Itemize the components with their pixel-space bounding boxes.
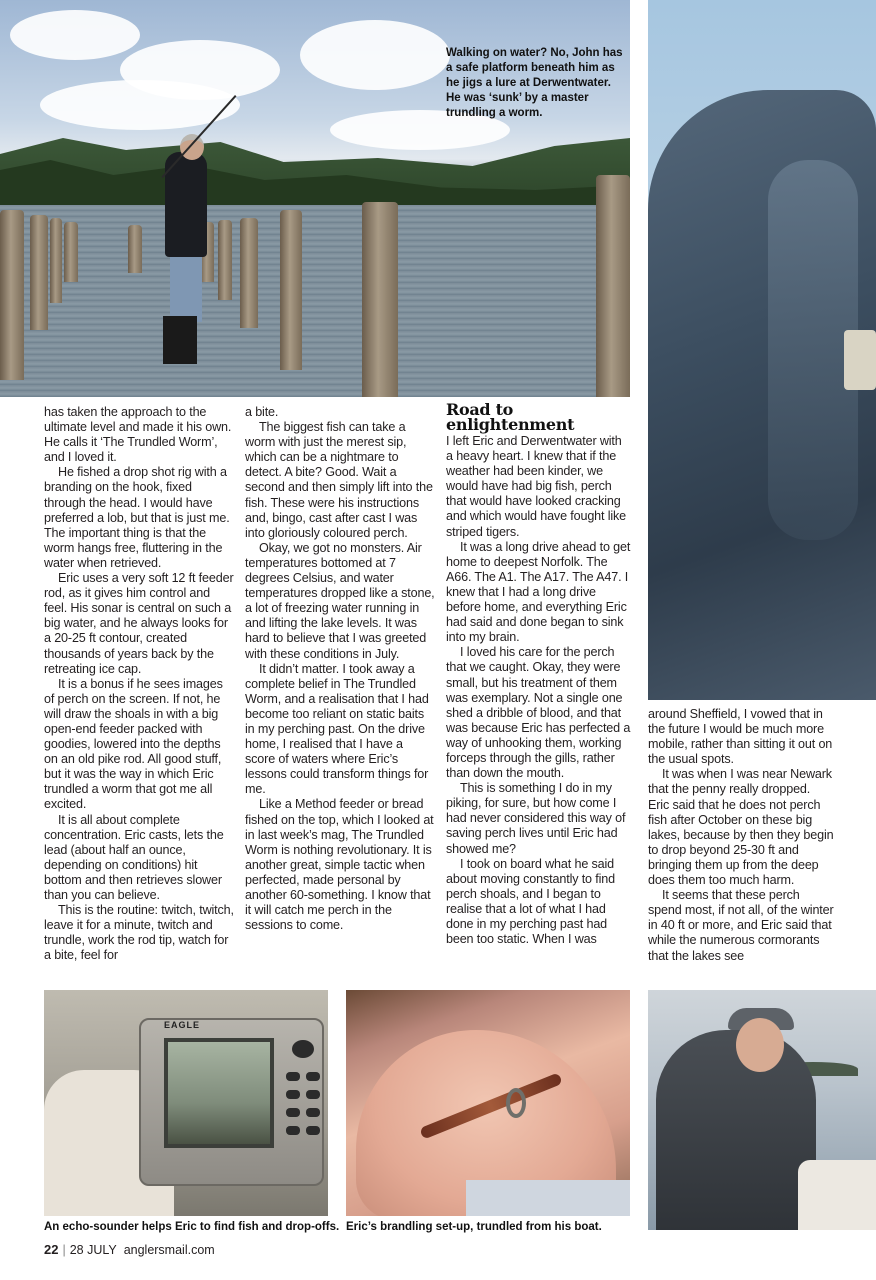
top-photo-caption: Walking on water? No, John has a safe platform beneath him as he jigs a lure at Derwentwater. He was ‘sunk’ by a master trundling a worm. bbox=[446, 47, 623, 119]
paragraph: He fished a drop shot rig with a branding on the hook, fixed through the head. I would have preferred a lob, but that is just me. The important thing is that the worm hangs free, fluttering in the water when retrieved. bbox=[44, 465, 230, 570]
paragraph: The biggest fish can take a worm with just the merest sip, which can be a nightmare to detect. A bite? Good. Wait a second and then simply lift into the fish. These were his instructions and, bingo, cast after cast I was into gloriously coloured perch. bbox=[245, 420, 433, 540]
paragraph: I left Eric and Derwentwater with a heavy heart. I knew that if the weather had been kinder, we would have had big fish, perch that would have looked cracking and which would have fought like striped tigers. bbox=[446, 434, 627, 539]
page-footer: 22 | 28 JULY anglersmail.com bbox=[44, 1242, 215, 1257]
worm-caption: Eric’s brandling set-up, trundled from his boat. bbox=[346, 1221, 602, 1233]
page-number: 22 bbox=[44, 1242, 59, 1257]
paragraph: It seems that these perch spend most, if not all, of the winter in 40 ft or more, and Eric said that while the numerous cormorants that the lakes see bbox=[648, 888, 834, 963]
sounder-brand-label: EAGLE bbox=[164, 1020, 201, 1030]
angler-jacket-photo bbox=[648, 0, 876, 700]
issue-date: 28 JULY bbox=[69, 1243, 117, 1257]
sounder-caption: An echo-sounder helps Eric to find fish and drop-offs. bbox=[44, 1221, 340, 1233]
article-column-4 bbox=[648, 707, 834, 964]
paragraph: It was when I was near Newark that the penny really dropped. Eric said that he does not perch fish after October on these big lakes, because by then they begin to drop beyond 25-30 ft and bringing them up from the deep does them too much harm. bbox=[648, 767, 834, 888]
paragraph: This is the routine: twitch, twitch, leave it for a minute, twitch and trundle, work the rod tip, watch for a bite, feel for bbox=[44, 903, 234, 963]
paragraph: It is a bonus if he sees images of perch on the screen. If not, he will draw the shoals in with a big open-end feeder packed with goodies, lowered into the depths on an old pike rod. All good stuff, but it was the way in which Eric trundled a worm that got me all excited. bbox=[44, 676, 223, 812]
article-column-2 bbox=[245, 405, 435, 933]
article-column-1 bbox=[44, 405, 234, 963]
echo-sounder-photo bbox=[44, 990, 328, 1216]
website-label: anglersmail.com bbox=[123, 1243, 215, 1257]
paragraph: It didn’t matter. I took away a complete belief in The Trundled Worm, and a realisation that I had become too reliant on static baits in my perching past. On the drive home, I realised that I have a score of waters where Eric’s lessons could transform things for me. bbox=[245, 661, 429, 797]
paragraph: Eric uses a very soft 12 ft feeder rod, as it gives him control and feel. His sonar is central on such a big water, and he always looks for a 20-25 ft contour, created thousands of years back by the retreating ice cap. bbox=[44, 571, 234, 676]
paragraph: around Sheffield, I vowed that in the future I would be much more mobile, rather than sitting it out on the usual spots. bbox=[648, 707, 833, 767]
article-column-3 bbox=[446, 402, 631, 947]
subheading: Road to enlightenment bbox=[446, 400, 575, 434]
paragraph: has taken the approach to the ultimate level and made it his own. He calls it ‘The Trundled Worm’, and I loved it. bbox=[44, 405, 232, 465]
paragraph: Like a Method feeder or bread fished on the top, which I looked at in last week’s mag, The Trundled Worm is nothing revolutionary. It is another great, simple tactic when perfected, made personal by another 60-something. I know that it will catch me perch in the sessions to come. bbox=[245, 797, 434, 933]
brandling-worm-photo bbox=[346, 990, 630, 1216]
paragraph: a bite. bbox=[245, 405, 279, 419]
paragraph: Okay, we got no monsters. Air temperatures bottomed at 7 degrees Celsius, and water temperatures dropped like a stone, a lot of freezing water running in and lifting the lake levels. It was hard to believe that I was greeted with these conditions in July. bbox=[245, 540, 435, 661]
eric-in-boat-photo bbox=[648, 990, 876, 1230]
paragraph: It is all about complete concentration. Eric casts, lets the lead (about half an ounce, depending on conditions) hit bottom and then retrieves slower than you can believe. bbox=[44, 812, 224, 902]
paragraph: It was a long drive ahead to get home to deepest Norfolk. The A66. The A1. The A17. The A47. I knew that I had a long drive before home, and everything Eric had said and done began to sink into my brain. bbox=[446, 539, 631, 645]
paragraph: I loved his care for the perch that we caught. Okay, they were small, but his treatment of them was exemplary. Not a single one shed a dribble of blood, and that was because Eric has perfected a way of unhooking them, working forceps through the gills, rather than down the mouth. bbox=[446, 645, 631, 781]
paragraph: I took on board what he said about moving constantly to find perch shoals, and I began to realise that a lot of what I had done in my perching past had been too static. When I was bbox=[446, 856, 615, 947]
paragraph: This is something I do in my piking, for sure, but how come I had never considered this way of saving perch lives until Eric had showed me? bbox=[446, 781, 626, 856]
